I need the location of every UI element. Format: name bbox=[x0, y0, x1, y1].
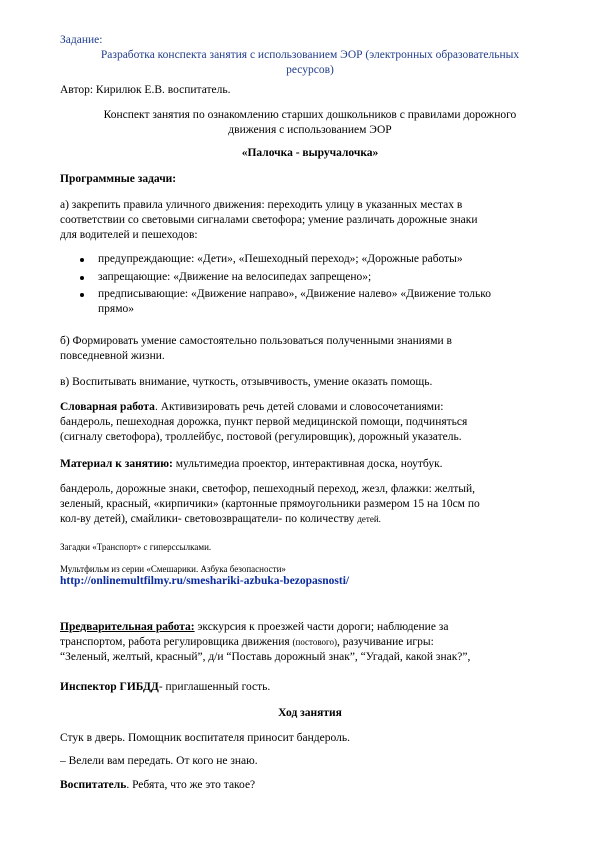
task-title-line1: Разработка конспекта занятия с использованием ЭОР (электронных образовательных bbox=[100, 49, 520, 61]
bullet-dot bbox=[80, 276, 84, 280]
cartoon-line: Мультфильм из серии «Смешарики. Азбука безопасности» bbox=[60, 564, 286, 574]
items-line2: зеленый, красный, «кирпичики» (картонные прямоугольники размером 15 на 10см по bbox=[60, 498, 480, 510]
bullet-dot bbox=[80, 258, 84, 262]
material-text: мультимедиа проектор, интерактивная доска, ноутбук. bbox=[172, 458, 443, 470]
riddles-line: Загадки «Транспорт» с гиперссылками. bbox=[60, 542, 212, 552]
items-line3-end: детей. bbox=[357, 514, 381, 524]
vocab-line3: (сигналу светофора), троллейбус, постовой (регулировщик), дорожный указатель. bbox=[60, 431, 462, 443]
bullet-item-mandatory: предписывающие: «Движение направо», «Движение налево» «Движение только bbox=[98, 288, 491, 300]
prelim-line2-c: , разучивание игры: bbox=[337, 636, 434, 648]
task-b-line1: б) Формировать умение самостоятельно пользоваться полученными знаниями в bbox=[60, 335, 452, 347]
prelim-line3: “Зеленый, желтый, красный”, д/и “Поставь дорожный знак”, “Угадай, какой знак?”, bbox=[60, 651, 471, 663]
task-a-line2: соответствии со световыми сигналами светофора; умение различать дорожные знаки bbox=[60, 214, 478, 226]
prelim-text: экскурсия к проезжей части дороги; наблюдение за bbox=[194, 621, 449, 633]
items-line3-text: кол-ву детей), смайлики- световозвращатели- по количеству bbox=[60, 513, 358, 525]
summary-title-line2: движения с использованием ЭОР bbox=[228, 124, 392, 136]
summary-title-line1: Конспект занятия по ознакомлению старших дошкольников с правилами дорожного bbox=[103, 109, 517, 121]
tasks-heading: Программные задачи: bbox=[60, 173, 177, 185]
material-label: Материал к занятию: bbox=[60, 458, 173, 470]
vocab-line2: бандероль, пешеходная дорожка, пункт первой медицинской помощи, подчиняться bbox=[60, 416, 468, 428]
inspector-line bbox=[60, 680, 270, 694]
prelim-line1 bbox=[60, 620, 448, 634]
teacher-text: . Ребята, что же это такое? bbox=[126, 779, 256, 791]
lesson-title: «Палочка - выручалочка» bbox=[241, 147, 379, 159]
author-line: Автор: Кирилюк Е.В. воспитатель. bbox=[60, 84, 231, 96]
prelim-line2-b: (постового) bbox=[292, 637, 338, 647]
reply-line: – Велели вам передать. От кого не знаю. bbox=[60, 755, 258, 767]
task-a-line3: для водителей и пешеходов: bbox=[60, 229, 198, 241]
vocab-label: Словарная работа bbox=[60, 401, 155, 413]
knock-line: Стук в дверь. Помощник воспитателя приносит бандероль. bbox=[60, 732, 350, 744]
items-line3 bbox=[60, 512, 381, 526]
items-line1: бандероль, дорожные знаки, светофор, пешеходный переход, жезл, флажки: желтый, bbox=[60, 483, 476, 495]
task-b-line2: повседневной жизни. bbox=[60, 350, 165, 362]
task-label: Задание: bbox=[60, 34, 103, 46]
vocab-line1 bbox=[60, 400, 443, 414]
course-heading: Ход занятия bbox=[278, 707, 342, 719]
teacher-label: Воспитатель bbox=[60, 779, 127, 791]
task-a-line1: а) закрепить правила уличного движения: переходить улицу в указанных местах в bbox=[60, 199, 463, 211]
teacher-line bbox=[60, 778, 255, 792]
prelim-line2-a: транспортом, работа регулировщика движения bbox=[60, 636, 293, 648]
material-line bbox=[60, 457, 443, 471]
bullet-item-prohibiting: запрещающие: «Движение на велосипедах запрещено»; bbox=[98, 271, 372, 283]
bullet-item-warning: предупреждающие: «Дети», «Пешеходный переход»; «Дорожные работы» bbox=[98, 253, 463, 265]
prelim-label: Предварительная работа: bbox=[60, 621, 195, 633]
cartoon-link[interactable]: http://onlinemultfilmy.ru/smeshariki-azbuka-bezopasnosti/ bbox=[60, 575, 350, 587]
bullet-dot bbox=[80, 293, 84, 297]
inspector-text: - приглашенный гость. bbox=[158, 681, 271, 693]
task-title-line2: ресурсов) bbox=[286, 64, 334, 76]
vocab-text: . Активизировать речь детей словами и словосочетаниями: bbox=[154, 401, 444, 413]
task-c-line: в) Воспитывать внимание, чуткость, отзывчивость, умение оказать помощь. bbox=[60, 376, 433, 388]
inspector-label: Инспектор ГИБДД bbox=[60, 681, 159, 693]
bullet-item-mandatory-cont: прямо» bbox=[98, 303, 134, 315]
prelim-line2 bbox=[60, 635, 434, 649]
